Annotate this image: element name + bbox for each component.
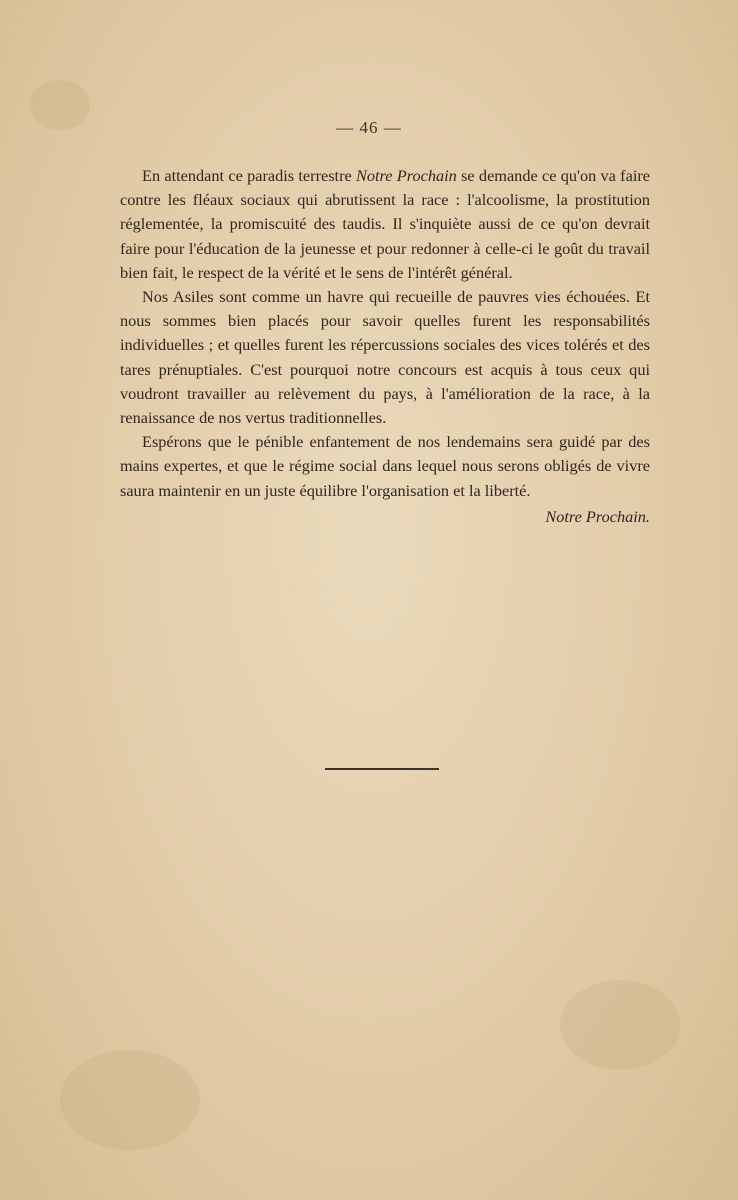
paragraph-1-rest: se demande ce qu'on va faire contre les fléaux sociaux qui abrutissent la race : l'alcoolisme, la prostitution réglementée, la promiscuité des taudis. Il s'inquiète aussi de ce qu'on devrait faire pour l'éducation de la jeunesse et pour redonner à celle-ci le goût du travail bien fait, le respect de la vérité et le sens de l'intérêt général. <box>120 166 650 282</box>
paragraph-3: Espérons que le pénible enfantement de nos lendemains sera guidé par des mains expertes, et que le régime social dans lequel nous serons obligés de vivre saura maintenir en un juste équilibre l'organisation et la liberté. <box>120 432 650 500</box>
paragraph-1 <box>120 164 650 285</box>
paragraph-1-start: En attendant ce paradis terrestre <box>142 166 357 185</box>
paragraph-2: Nos Asiles sont comme un havre qui recueille de pauvres vies échouées. Et nous sommes bien placés pour savoir quelles furent les responsabilités individuelles ; et quelles furent les répercussions sociales des vices tolérés et des tares prénuptiales. C'est pourquoi notre concours est acquis à tous ceux qui voudront travailler au relèvement du pays, à l'amélioration de la race, à la renaissance de nos vertus traditionnelles. <box>120 287 650 428</box>
paper-stain <box>60 1050 200 1150</box>
section-divider <box>325 768 439 770</box>
publication-name: Notre Prochain <box>356 166 457 185</box>
signature: Notre Prochain. <box>545 506 650 526</box>
page-number: — 46 — <box>336 118 402 137</box>
paper-stain <box>560 980 680 1070</box>
article-body <box>120 164 650 529</box>
